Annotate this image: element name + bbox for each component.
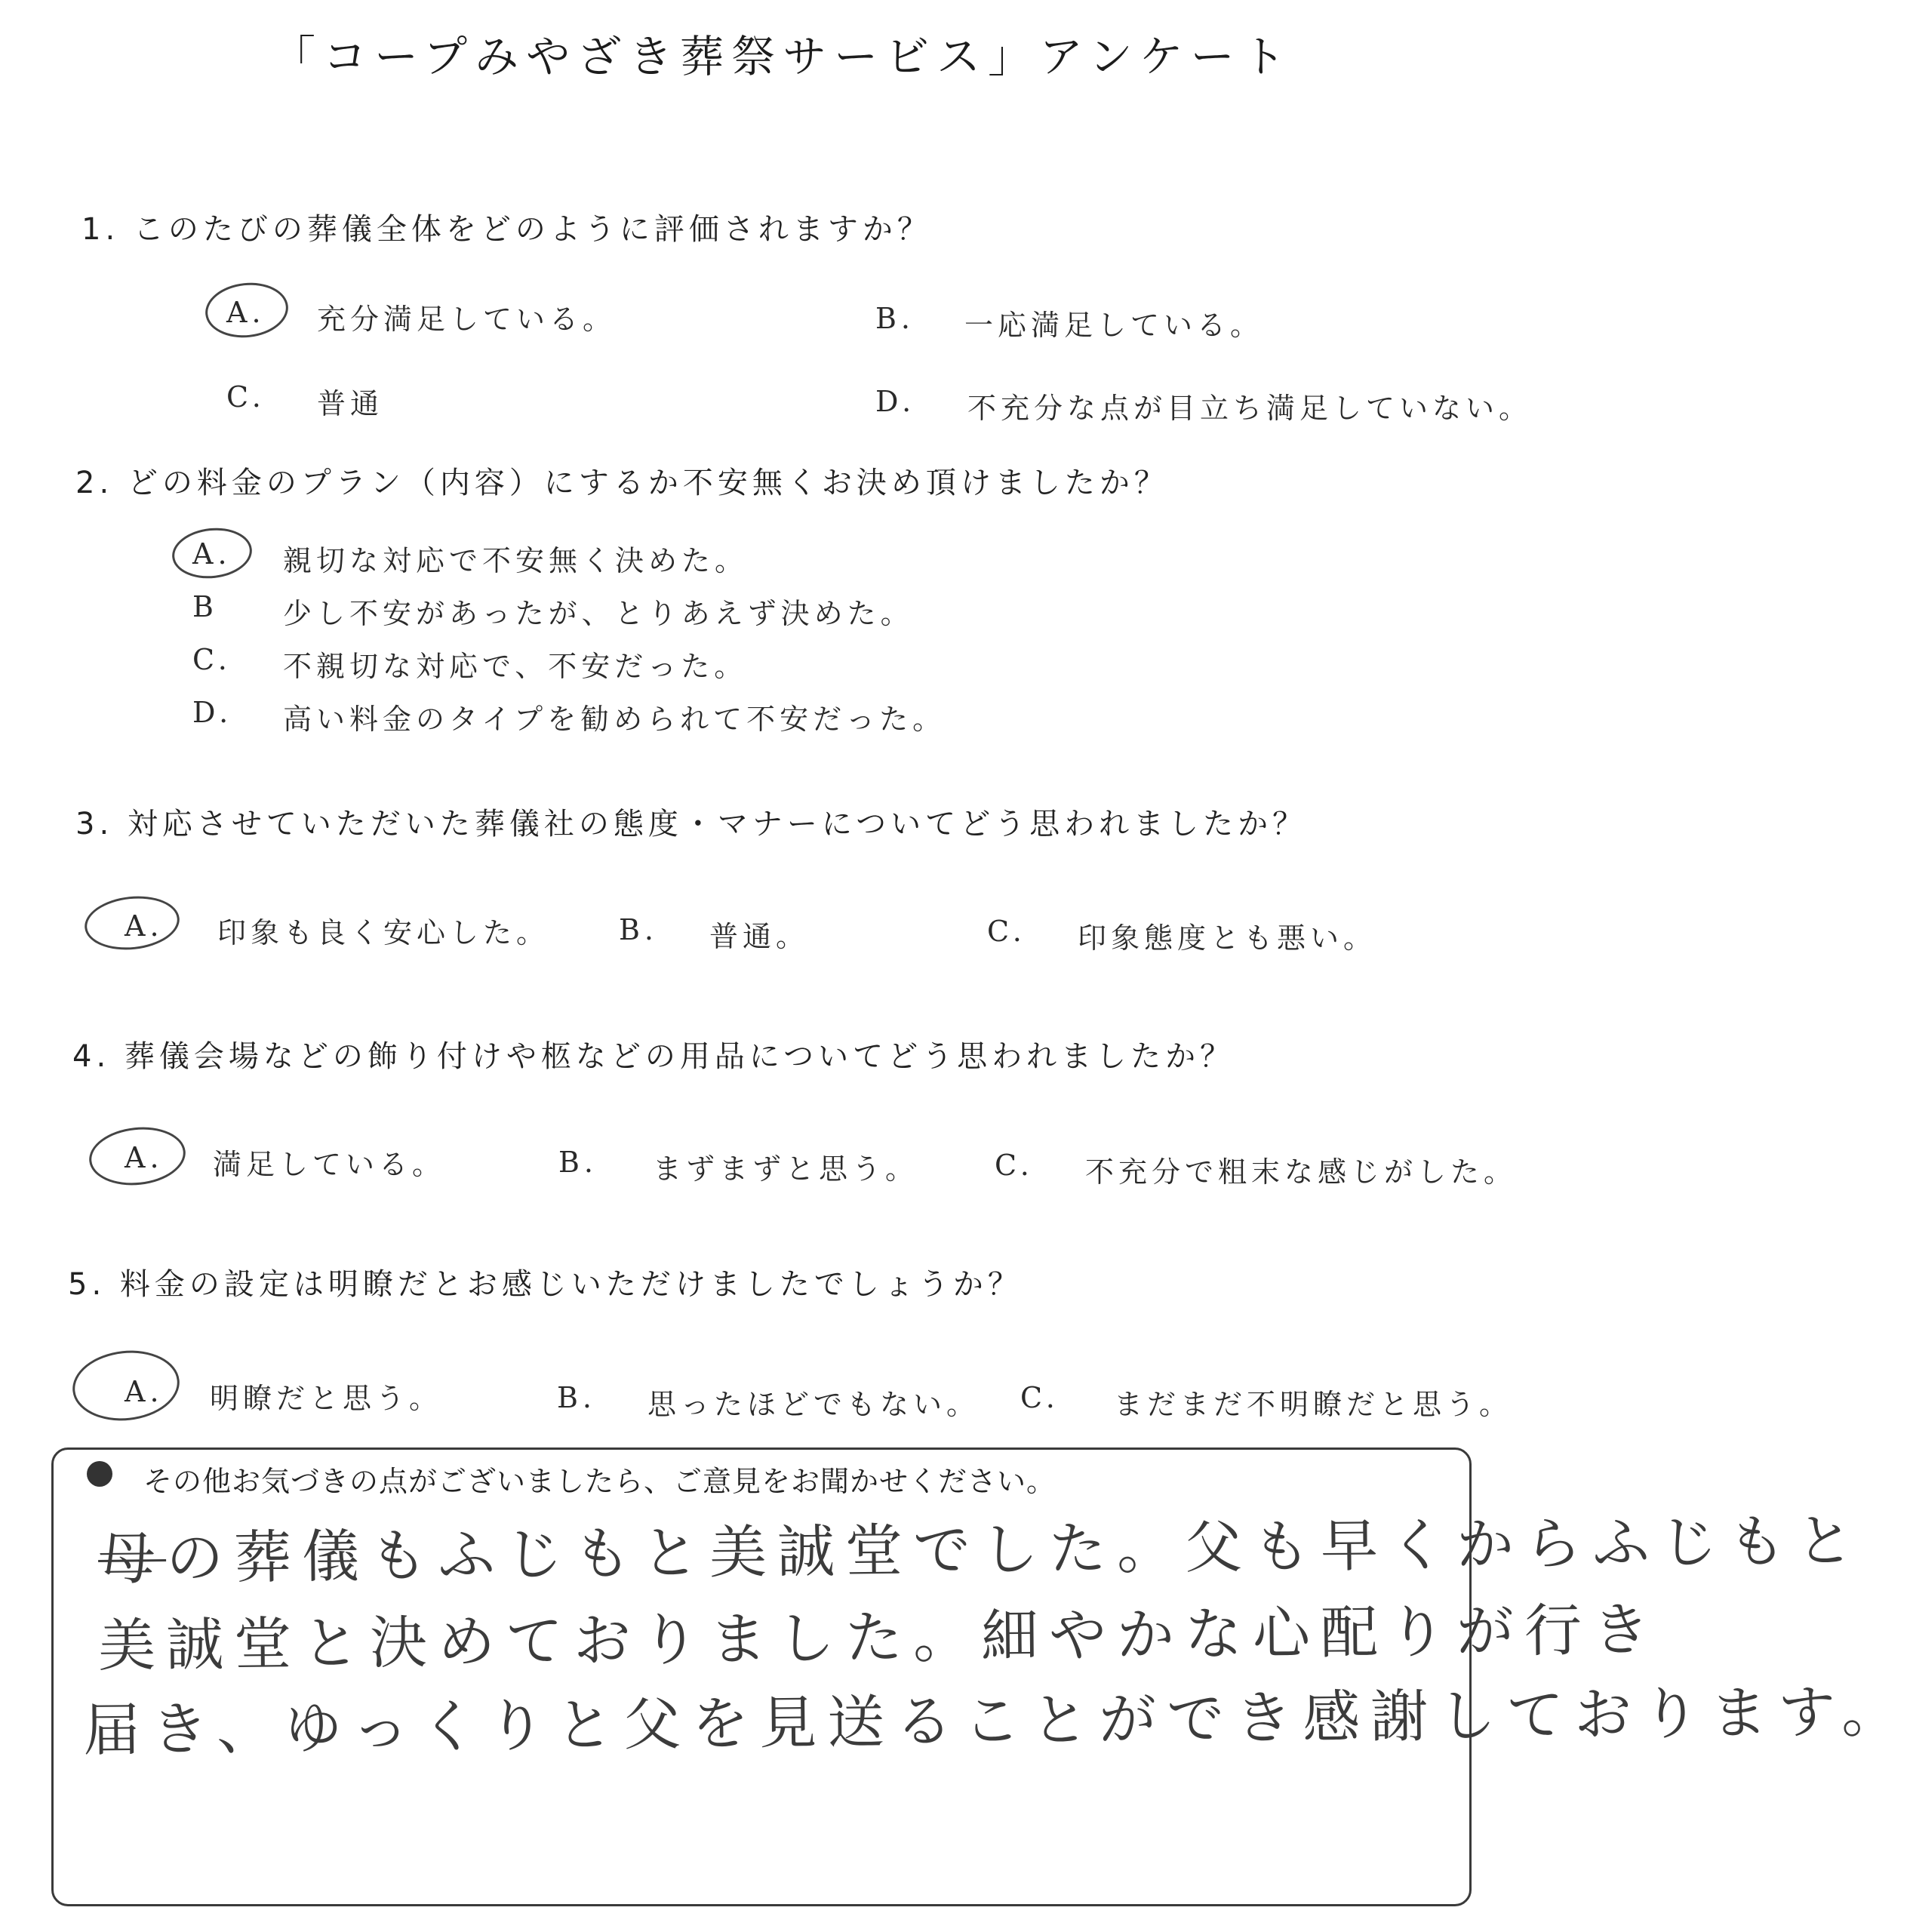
q4-option-b-label: まずまずと思う。 (653, 1152, 919, 1186)
question-2: 2. どの料金のプラン（内容）にするか不安無くお決め頂けましたか？ (75, 466, 1169, 500)
q5-option-c-label: まだまだ不明瞭だと思う。 (1114, 1388, 1513, 1421)
page-title: 「コープみやざき葬祭サービス」アンケート (272, 31, 1293, 82)
q1-option-a-label: 充分満足している。 (317, 303, 617, 336)
struck-word: 母 (97, 1524, 167, 1592)
q1-option-b-label: 一応満足している。 (964, 309, 1264, 342)
option-letter: C. (226, 380, 266, 414)
option-letter: B. (558, 1146, 598, 1179)
question-1: 1. このたびの葬儀全体をどのように評価されますか？ (82, 212, 932, 247)
option-letter: C. (192, 643, 232, 676)
q3-option-b[interactable] (619, 913, 658, 946)
option-letter: A. (226, 296, 266, 329)
q3-option-a-label: 印象も良く安心した。 (217, 916, 550, 949)
q1-option-a[interactable] (226, 296, 266, 329)
q2-option-c-label: 不親切な対応で、不安だった。 (283, 650, 748, 683)
option-letter: C. (995, 1149, 1034, 1182)
q5-option-a-label: 明瞭だと思う。 (210, 1382, 443, 1415)
q4-option-c[interactable] (995, 1149, 1034, 1182)
q5-option-a[interactable] (125, 1375, 164, 1408)
option-letter: B. (557, 1381, 597, 1414)
q4-option-b[interactable] (558, 1146, 598, 1179)
q2-option-b-label: 少し不安があったが、とりあえず決めた。 (283, 597, 914, 630)
question-4: 4. 葬儀会場などの飾り付けや柩などの用品についてどう思われましたか？ (72, 1039, 1235, 1074)
q2-option-d[interactable] (192, 696, 232, 729)
q4-option-a[interactable] (125, 1141, 164, 1174)
q5-option-b-label: 思ったほどでもない。 (647, 1388, 980, 1421)
option-letter: A. (125, 909, 164, 943)
bullet-icon (87, 1461, 112, 1487)
handwritten-line-1 (97, 1494, 1864, 1595)
q1-option-c[interactable] (226, 380, 266, 414)
option-letter: A. (192, 537, 232, 571)
handwritten-line-2: 美誠堂と決めておりました。細やかな心配りが行き (97, 1595, 1661, 1679)
q2-option-a[interactable] (192, 537, 232, 571)
option-letter: C. (1020, 1381, 1060, 1414)
q1-option-c-label: 普通 (317, 387, 384, 420)
q2-option-b[interactable] (192, 590, 218, 623)
q2-option-a-label: 親切な対応で不安無く決めた。 (283, 544, 749, 577)
q3-option-b-label: 普通。 (709, 920, 810, 953)
q1-option-d[interactable] (875, 385, 915, 418)
q3-option-c[interactable] (987, 915, 1026, 948)
q4-option-c-label: 不充分で粗末な感じがした。 (1085, 1155, 1518, 1189)
q1-option-b[interactable] (875, 302, 915, 335)
option-letter: C. (987, 915, 1026, 948)
option-letter: B. (619, 913, 659, 946)
q3-option-a[interactable] (125, 909, 164, 943)
q2-option-c[interactable] (192, 643, 232, 676)
question-5: 5. 料金の設定は明瞭だとお感じいただけましたでしょうか？ (68, 1267, 1023, 1302)
q4-option-a-label: 満足している。 (213, 1148, 446, 1181)
option-letter: A. (125, 1141, 164, 1174)
handwritten-line-3: 届き、ゆっくりと父を見送ることができ感謝しております。 (82, 1677, 1910, 1764)
q1-option-d-label: 不充分な点が目立ち満足していない。 (967, 392, 1533, 425)
option-letter: B (192, 590, 218, 623)
option-letter: A. (125, 1375, 164, 1408)
q3-option-c-label: 印象態度とも悪い。 (1078, 921, 1377, 955)
question-3: 3. 対応させていただいた葬儀社の態度・マナーについてどう思われましたか？ (75, 807, 1308, 841)
q5-option-c[interactable] (1020, 1381, 1060, 1414)
option-letter: B. (875, 302, 915, 335)
q2-option-d-label: 高い料金のタイプを勧められて不安だった。 (283, 703, 946, 736)
q5-option-b[interactable] (557, 1381, 596, 1414)
handwritten-text: の葬儀もふじもと美誠堂でした。父も早くからふじもと (165, 1506, 1865, 1592)
option-letter: D. (192, 696, 233, 729)
option-letter: D. (875, 385, 916, 418)
comment-prompt: その他お気づきの点がございましたら、ご意見をお聞かせください。 (143, 1465, 1056, 1498)
